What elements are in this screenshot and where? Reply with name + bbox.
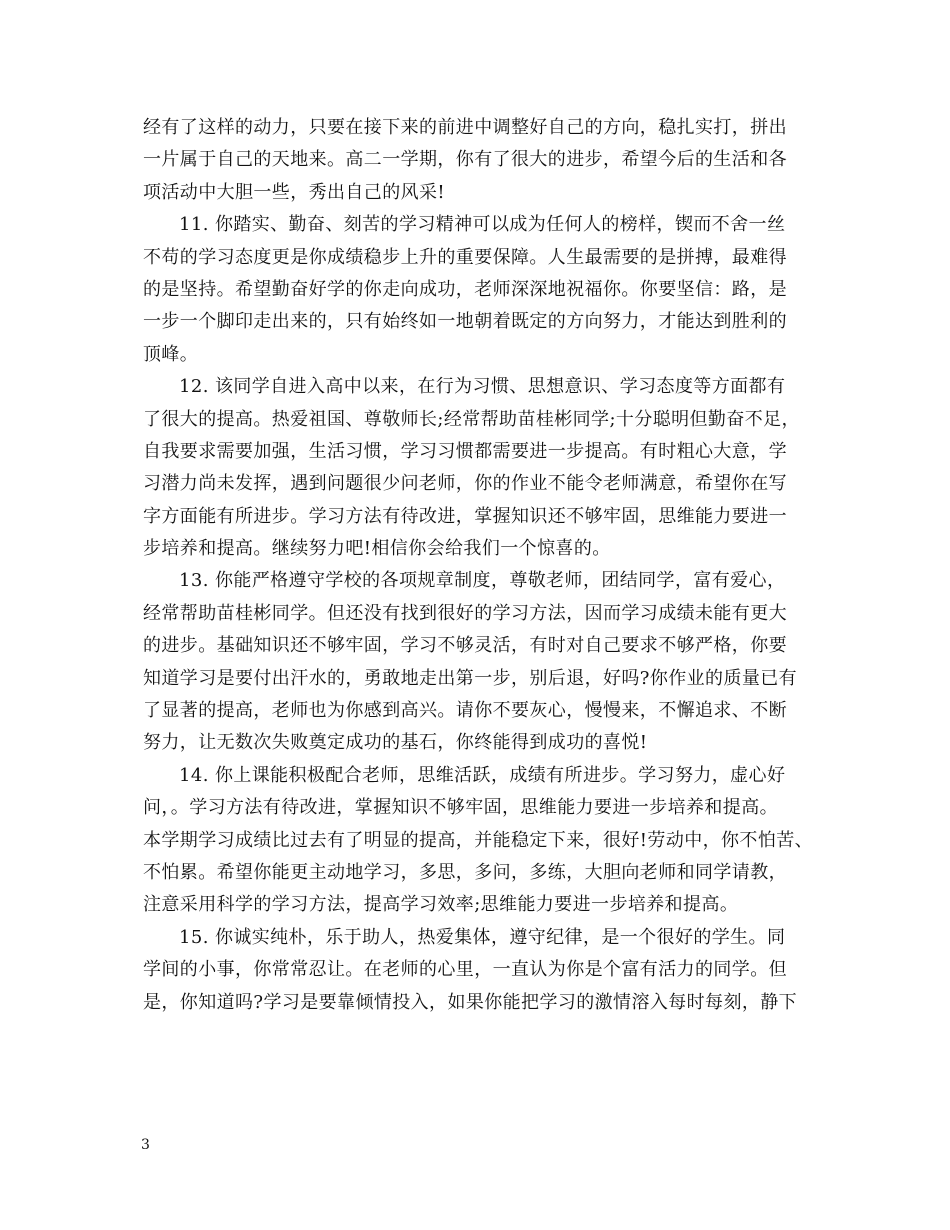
text-line: 知道学习是要付出汗水的，勇敢地走出第一步，别后退，好吗?你作业的质量已有: [143, 667, 798, 689]
paragraph-continuation: [143, 112, 813, 209]
text-line: 自我要求需要加强，生活习惯，学习习惯都需要进一步提高。有时粗心大意，学: [143, 440, 787, 462]
text-line: 的是坚持。希望勤奋好学的你走向成功，老师深深地祝福你。你要坚信：路，是: [143, 278, 787, 300]
paragraph-item-12: [143, 371, 813, 565]
text-line: 本学期学习成绩比过去有了明显的提高，并能稳定下来，很好!劳动中，你不怕苦、: [143, 829, 814, 851]
text-line: 一步一个脚印走出来的，只有始终如一地朝着既定的方向努力，才能达到胜利的: [143, 311, 787, 333]
paragraph-item-13: [143, 565, 813, 759]
text-line: 15. 你诚实纯朴，乐于助人，热爱集体，遵守纪律，是一个很好的学生。同: [179, 926, 786, 948]
text-line: 习潜力尚未发挥，遇到问题很少问老师，你的作业不能令老师满意，希望你在写: [143, 473, 787, 495]
text-line: 不怕累。希望你能更主动地学习，多思，多问，多练，大胆向老师和同学请教，: [143, 861, 787, 883]
text-line: 项活动中大胆一些，秀出自己的风采!: [143, 181, 446, 203]
paragraph-item-15: [143, 922, 813, 1019]
text-line: 了很大的提高。热爱祖国、尊敬师长;经常帮助苗桂彬同学;十分聪明但勤奋不足，: [143, 408, 800, 430]
paragraph-item-14: [143, 760, 813, 922]
text-line: 注意采用科学的学习方法，提高学习效率;思维能力要进一步培养和提高。: [143, 894, 739, 916]
text-line: 14. 你上课能积极配合老师，思维活跃，成绩有所进步。学习努力，虚心好: [179, 764, 786, 786]
text-line: 经有了这样的动力，只要在接下来的前进中调整好自己的方向，稳扎实打，拼出: [143, 117, 787, 138]
text-line: 努力，让无数次失败奠定成功的基石，你终能得到成功的喜悦!: [143, 732, 648, 754]
text-line: 12. 该同学自进入高中以来，在行为习惯、思想意识、学习态度等方面都有: [179, 376, 786, 398]
text-line: 是，你知道吗?学习是要靠倾情投入，如果你能把学习的激情溶入每时每刻，静下: [143, 991, 798, 1013]
text-line: 步培养和提高。继续努力吧!相信你会给我们一个惊喜的。: [143, 538, 611, 560]
body-text: [143, 112, 813, 1019]
text-line: 学间的小事，你常常忍让。在老师的心里，一直认为你是个富有活力的同学。但: [143, 959, 787, 981]
text-line: 问，。学习方法有待改进，掌握知识不够牢固，思维能力要进一步培养和提高。: [143, 797, 778, 819]
text-line: 不苟的学习态度更是你成绩稳步上升的重要保障。人生最需要的是拼搏，最难得: [143, 246, 787, 268]
text-line: 11. 你踏实、勤奋、刻苦的学习精神可以成为任何人的榜样，锲而不舍一丝: [179, 214, 786, 236]
paragraph-item-11: [143, 209, 813, 371]
text-line: 了显著的提高，老师也为你感到高兴。请你不要灰心，慢慢来，不懈追求、不断: [143, 700, 787, 722]
text-line: 顶峰。: [143, 343, 199, 365]
page-number: 3: [141, 1137, 150, 1153]
text-line: 13. 你能严格遵守学校的各项规章制度，尊敬老师，团结同学，富有爱心，: [179, 570, 786, 592]
text-line: 的进步。基础知识还不够牢固，学习不够灵活，有时对自己要求不够严格，你要: [143, 635, 787, 657]
text-line: 经常帮助苗桂彬同学。但还没有找到很好的学习方法，因而学习成绩未能有更大: [143, 602, 787, 624]
text-line: 一片属于自己的天地来。高二一学期，你有了很大的进步，希望今后的生活和各: [143, 149, 787, 171]
text-line: 字方面能有所进步。学习方法有待改进，掌握知识还不够牢固，思维能力要进一: [143, 505, 787, 527]
